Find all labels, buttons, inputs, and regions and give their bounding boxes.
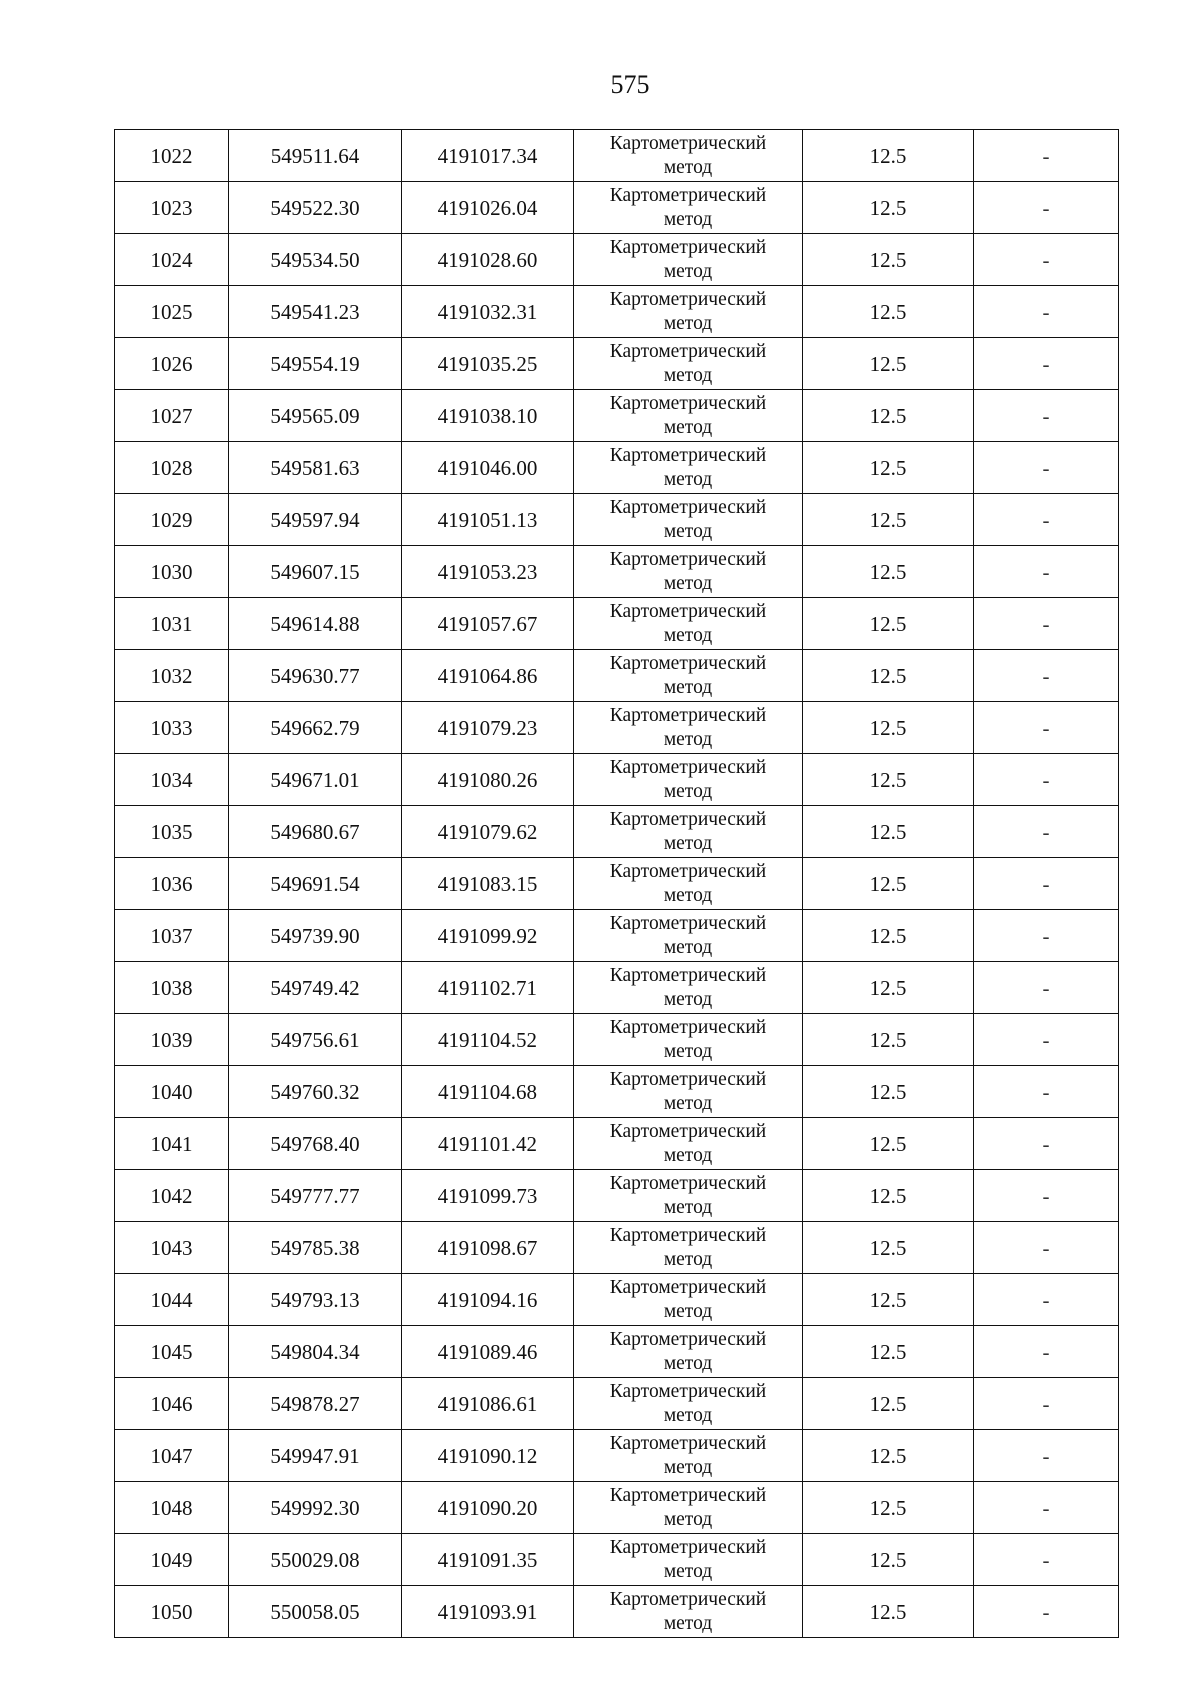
- method-line-1: Картометрический: [609, 1588, 767, 1610]
- note-cell: -: [974, 1378, 1119, 1430]
- method-cell: [574, 130, 803, 182]
- note-cell: -: [974, 650, 1119, 702]
- accuracy-cell: 12.5: [803, 182, 974, 234]
- table-row: [115, 130, 1119, 182]
- accuracy-cell: 12.5: [803, 1482, 974, 1534]
- method-line-2: метод: [663, 884, 713, 906]
- method-cell: [574, 494, 803, 546]
- point-number-cell: 1041: [115, 1118, 229, 1170]
- y-coordinate-cell: 4191079.23: [402, 702, 574, 754]
- accuracy-cell: 12.5: [803, 1222, 974, 1274]
- point-number-cell: 1044: [115, 1274, 229, 1326]
- point-number-cell: 1025: [115, 286, 229, 338]
- x-coordinate-cell: 549630.77: [229, 650, 402, 702]
- table-row: [115, 650, 1119, 702]
- method-cell: [574, 1586, 803, 1638]
- method-line-1: Картометрический: [609, 548, 767, 570]
- accuracy-cell: 12.5: [803, 1066, 974, 1118]
- table-row: [115, 390, 1119, 442]
- point-number-cell: 1046: [115, 1378, 229, 1430]
- method-cell: [574, 1118, 803, 1170]
- method-line-1: Картометрический: [609, 444, 767, 466]
- note-cell: -: [974, 390, 1119, 442]
- y-coordinate-cell: 4191090.12: [402, 1430, 574, 1482]
- x-coordinate-cell: 549534.50: [229, 234, 402, 286]
- note-cell: -: [974, 702, 1119, 754]
- x-coordinate-cell: 549739.90: [229, 910, 402, 962]
- x-coordinate-cell: 549511.64: [229, 130, 402, 182]
- point-number-cell: 1045: [115, 1326, 229, 1378]
- method-line-2: метод: [663, 988, 713, 1010]
- accuracy-cell: 12.5: [803, 130, 974, 182]
- x-coordinate-cell: 549671.01: [229, 754, 402, 806]
- x-coordinate-cell: 549947.91: [229, 1430, 402, 1482]
- y-coordinate-cell: 4191083.15: [402, 858, 574, 910]
- accuracy-cell: 12.5: [803, 598, 974, 650]
- method-cell: [574, 442, 803, 494]
- note-cell: -: [974, 286, 1119, 338]
- y-coordinate-cell: 4191102.71: [402, 962, 574, 1014]
- method-cell: [574, 806, 803, 858]
- table-row: [115, 702, 1119, 754]
- y-coordinate-cell: 4191035.25: [402, 338, 574, 390]
- x-coordinate-cell: 549992.30: [229, 1482, 402, 1534]
- method-cell: [574, 1430, 803, 1482]
- point-number-cell: 1026: [115, 338, 229, 390]
- method-line-1: Картометрический: [609, 1120, 767, 1142]
- y-coordinate-cell: 4191064.86: [402, 650, 574, 702]
- table-row: [115, 546, 1119, 598]
- y-coordinate-cell: 4191028.60: [402, 234, 574, 286]
- table-row: [115, 910, 1119, 962]
- method-line-2: метод: [663, 1404, 713, 1426]
- accuracy-cell: 12.5: [803, 1534, 974, 1586]
- method-line-2: метод: [663, 364, 713, 386]
- method-line-2: метод: [663, 416, 713, 438]
- method-line-2: метод: [663, 1456, 713, 1478]
- point-number-cell: 1027: [115, 390, 229, 442]
- point-number-cell: 1038: [115, 962, 229, 1014]
- accuracy-cell: 12.5: [803, 962, 974, 1014]
- x-coordinate-cell: 549554.19: [229, 338, 402, 390]
- method-line-1: Картометрический: [609, 1276, 767, 1298]
- method-line-2: метод: [663, 1508, 713, 1530]
- x-coordinate-cell: 549777.77: [229, 1170, 402, 1222]
- method-line-2: метод: [663, 260, 713, 282]
- accuracy-cell: 12.5: [803, 1118, 974, 1170]
- x-coordinate-cell: 549785.38: [229, 1222, 402, 1274]
- method-cell: [574, 338, 803, 390]
- method-cell: [574, 598, 803, 650]
- table-row: [115, 338, 1119, 390]
- method-line-2: метод: [663, 572, 713, 594]
- method-line-1: Картометрический: [609, 964, 767, 986]
- method-line-1: Картометрический: [609, 1328, 767, 1350]
- accuracy-cell: 12.5: [803, 338, 974, 390]
- y-coordinate-cell: 4191038.10: [402, 390, 574, 442]
- table-row: [115, 1014, 1119, 1066]
- method-line-2: метод: [663, 312, 713, 334]
- point-number-cell: 1029: [115, 494, 229, 546]
- method-line-2: метод: [663, 1040, 713, 1062]
- note-cell: -: [974, 1118, 1119, 1170]
- accuracy-cell: 12.5: [803, 754, 974, 806]
- y-coordinate-cell: 4191046.00: [402, 442, 574, 494]
- method-cell: [574, 1222, 803, 1274]
- table-row: [115, 1482, 1119, 1534]
- table-row: [115, 182, 1119, 234]
- method-cell: [574, 1378, 803, 1430]
- point-number-cell: 1048: [115, 1482, 229, 1534]
- method-line-2: метод: [663, 1300, 713, 1322]
- method-line-1: Картометрический: [609, 496, 767, 518]
- point-number-cell: 1022: [115, 130, 229, 182]
- table-row: [115, 806, 1119, 858]
- point-number-cell: 1034: [115, 754, 229, 806]
- note-cell: -: [974, 1586, 1119, 1638]
- note-cell: -: [974, 754, 1119, 806]
- method-line-1: Картометрический: [609, 1068, 767, 1090]
- table-body: [115, 130, 1119, 1638]
- point-number-cell: 1023: [115, 182, 229, 234]
- point-number-cell: 1031: [115, 598, 229, 650]
- x-coordinate-cell: 549691.54: [229, 858, 402, 910]
- method-cell: [574, 286, 803, 338]
- y-coordinate-cell: 4191104.52: [402, 1014, 574, 1066]
- note-cell: -: [974, 1066, 1119, 1118]
- note-cell: -: [974, 962, 1119, 1014]
- table-row: [115, 286, 1119, 338]
- point-number-cell: 1028: [115, 442, 229, 494]
- table-row: [115, 1430, 1119, 1482]
- method-line-1: Картометрический: [609, 860, 767, 882]
- method-cell: [574, 910, 803, 962]
- method-line-2: метод: [663, 1092, 713, 1114]
- accuracy-cell: 12.5: [803, 494, 974, 546]
- method-cell: [574, 1534, 803, 1586]
- x-coordinate-cell: 549768.40: [229, 1118, 402, 1170]
- method-line-1: Картометрический: [609, 132, 767, 154]
- note-cell: -: [974, 494, 1119, 546]
- point-number-cell: 1024: [115, 234, 229, 286]
- method-line-1: Картометрический: [609, 1224, 767, 1246]
- method-line-1: Картометрический: [609, 1484, 767, 1506]
- method-cell: [574, 858, 803, 910]
- point-number-cell: 1037: [115, 910, 229, 962]
- method-cell: [574, 1326, 803, 1378]
- note-cell: -: [974, 1170, 1119, 1222]
- method-line-1: Картометрический: [609, 288, 767, 310]
- method-line-2: метод: [663, 1248, 713, 1270]
- table-row: [115, 1222, 1119, 1274]
- method-line-2: метод: [663, 156, 713, 178]
- y-coordinate-cell: 4191104.68: [402, 1066, 574, 1118]
- method-line-1: Картометрический: [609, 808, 767, 830]
- method-line-1: Картометрический: [609, 340, 767, 362]
- y-coordinate-cell: 4191101.42: [402, 1118, 574, 1170]
- x-coordinate-cell: 550029.08: [229, 1534, 402, 1586]
- note-cell: -: [974, 182, 1119, 234]
- y-coordinate-cell: 4191089.46: [402, 1326, 574, 1378]
- accuracy-cell: 12.5: [803, 286, 974, 338]
- accuracy-cell: 12.5: [803, 1326, 974, 1378]
- method-cell: [574, 1482, 803, 1534]
- method-cell: [574, 754, 803, 806]
- y-coordinate-cell: 4191098.67: [402, 1222, 574, 1274]
- y-coordinate-cell: 4191017.34: [402, 130, 574, 182]
- note-cell: -: [974, 338, 1119, 390]
- method-line-2: метод: [663, 676, 713, 698]
- x-coordinate-cell: 549804.34: [229, 1326, 402, 1378]
- accuracy-cell: 12.5: [803, 390, 974, 442]
- note-cell: -: [974, 1534, 1119, 1586]
- y-coordinate-cell: 4191051.13: [402, 494, 574, 546]
- point-number-cell: 1042: [115, 1170, 229, 1222]
- method-line-1: Картометрический: [609, 184, 767, 206]
- method-line-1: Картометрический: [609, 912, 767, 934]
- method-line-2: метод: [663, 468, 713, 490]
- accuracy-cell: 12.5: [803, 806, 974, 858]
- y-coordinate-cell: 4191079.62: [402, 806, 574, 858]
- y-coordinate-cell: 4191026.04: [402, 182, 574, 234]
- point-number-cell: 1039: [115, 1014, 229, 1066]
- table-row: [115, 1118, 1119, 1170]
- table-row: [115, 754, 1119, 806]
- table-row: [115, 1586, 1119, 1638]
- y-coordinate-cell: 4191094.16: [402, 1274, 574, 1326]
- method-cell: [574, 1274, 803, 1326]
- method-line-1: Картометрический: [609, 392, 767, 414]
- note-cell: -: [974, 806, 1119, 858]
- method-cell: [574, 390, 803, 442]
- point-number-cell: 1040: [115, 1066, 229, 1118]
- method-cell: [574, 1014, 803, 1066]
- x-coordinate-cell: 550058.05: [229, 1586, 402, 1638]
- x-coordinate-cell: 549597.94: [229, 494, 402, 546]
- table-row: [115, 1378, 1119, 1430]
- accuracy-cell: 12.5: [803, 234, 974, 286]
- y-coordinate-cell: 4191080.26: [402, 754, 574, 806]
- note-cell: -: [974, 1326, 1119, 1378]
- method-line-2: метод: [663, 1560, 713, 1582]
- x-coordinate-cell: 549565.09: [229, 390, 402, 442]
- method-line-1: Картометрический: [609, 704, 767, 726]
- point-number-cell: 1030: [115, 546, 229, 598]
- x-coordinate-cell: 549614.88: [229, 598, 402, 650]
- accuracy-cell: 12.5: [803, 1170, 974, 1222]
- y-coordinate-cell: 4191090.20: [402, 1482, 574, 1534]
- x-coordinate-cell: 549607.15: [229, 546, 402, 598]
- x-coordinate-cell: 549749.42: [229, 962, 402, 1014]
- note-cell: -: [974, 1430, 1119, 1482]
- method-cell: [574, 650, 803, 702]
- y-coordinate-cell: 4191099.92: [402, 910, 574, 962]
- method-line-2: метод: [663, 936, 713, 958]
- table-row: [115, 1534, 1119, 1586]
- point-number-cell: 1033: [115, 702, 229, 754]
- table-row: [115, 1326, 1119, 1378]
- note-cell: -: [974, 442, 1119, 494]
- point-number-cell: 1049: [115, 1534, 229, 1586]
- point-number-cell: 1047: [115, 1430, 229, 1482]
- accuracy-cell: 12.5: [803, 910, 974, 962]
- accuracy-cell: 12.5: [803, 858, 974, 910]
- point-number-cell: 1050: [115, 1586, 229, 1638]
- method-line-1: Картометрический: [609, 1380, 767, 1402]
- accuracy-cell: 12.5: [803, 546, 974, 598]
- table-row: [115, 234, 1119, 286]
- note-cell: -: [974, 234, 1119, 286]
- method-line-2: метод: [663, 1352, 713, 1374]
- x-coordinate-cell: 549760.32: [229, 1066, 402, 1118]
- method-line-1: Картометрический: [609, 1172, 767, 1194]
- accuracy-cell: 12.5: [803, 650, 974, 702]
- table-row: [115, 598, 1119, 650]
- note-cell: -: [974, 1014, 1119, 1066]
- method-cell: [574, 962, 803, 1014]
- y-coordinate-cell: 4191093.91: [402, 1586, 574, 1638]
- note-cell: -: [974, 910, 1119, 962]
- method-cell: [574, 546, 803, 598]
- note-cell: -: [974, 1222, 1119, 1274]
- page-number: 575: [610, 70, 650, 99]
- table-row: [115, 494, 1119, 546]
- x-coordinate-cell: 549756.61: [229, 1014, 402, 1066]
- coordinates-table: [114, 129, 1119, 1638]
- method-line-1: Картометрический: [609, 1016, 767, 1038]
- method-line-1: Картометрический: [609, 1432, 767, 1454]
- y-coordinate-cell: 4191057.67: [402, 598, 574, 650]
- y-coordinate-cell: 4191032.31: [402, 286, 574, 338]
- method-cell: [574, 1066, 803, 1118]
- method-line-2: метод: [663, 520, 713, 542]
- note-cell: -: [974, 858, 1119, 910]
- x-coordinate-cell: 549680.67: [229, 806, 402, 858]
- method-line-2: метод: [663, 1144, 713, 1166]
- x-coordinate-cell: 549541.23: [229, 286, 402, 338]
- accuracy-cell: 12.5: [803, 442, 974, 494]
- table-row: [115, 1170, 1119, 1222]
- table-row: [115, 962, 1119, 1014]
- method-line-1: Картометрический: [609, 1536, 767, 1558]
- y-coordinate-cell: 4191099.73: [402, 1170, 574, 1222]
- method-line-2: метод: [663, 832, 713, 854]
- accuracy-cell: 12.5: [803, 1274, 974, 1326]
- method-cell: [574, 1170, 803, 1222]
- x-coordinate-cell: 549581.63: [229, 442, 402, 494]
- method-cell: [574, 182, 803, 234]
- note-cell: -: [974, 1482, 1119, 1534]
- table-row: [115, 1274, 1119, 1326]
- method-line-1: Картометрический: [609, 600, 767, 622]
- point-number-cell: 1043: [115, 1222, 229, 1274]
- note-cell: -: [974, 1274, 1119, 1326]
- accuracy-cell: 12.5: [803, 1014, 974, 1066]
- method-line-1: Картометрический: [609, 236, 767, 258]
- note-cell: -: [974, 598, 1119, 650]
- point-number-cell: 1032: [115, 650, 229, 702]
- method-line-1: Картометрический: [609, 756, 767, 778]
- method-line-1: Картометрический: [609, 652, 767, 674]
- x-coordinate-cell: 549793.13: [229, 1274, 402, 1326]
- point-number-cell: 1035: [115, 806, 229, 858]
- table-row: [115, 858, 1119, 910]
- y-coordinate-cell: 4191053.23: [402, 546, 574, 598]
- accuracy-cell: 12.5: [803, 702, 974, 754]
- table-row: [115, 442, 1119, 494]
- method-line-2: метод: [663, 780, 713, 802]
- accuracy-cell: 12.5: [803, 1586, 974, 1638]
- y-coordinate-cell: 4191091.35: [402, 1534, 574, 1586]
- method-line-2: метод: [663, 1196, 713, 1218]
- method-line-2: метод: [663, 1612, 713, 1634]
- x-coordinate-cell: 549522.30: [229, 182, 402, 234]
- method-cell: [574, 702, 803, 754]
- method-line-2: метод: [663, 208, 713, 230]
- accuracy-cell: 12.5: [803, 1378, 974, 1430]
- method-cell: [574, 234, 803, 286]
- table-row: [115, 1066, 1119, 1118]
- method-line-2: метод: [663, 728, 713, 750]
- y-coordinate-cell: 4191086.61: [402, 1378, 574, 1430]
- point-number-cell: 1036: [115, 858, 229, 910]
- x-coordinate-cell: 549662.79: [229, 702, 402, 754]
- accuracy-cell: 12.5: [803, 1430, 974, 1482]
- note-cell: -: [974, 130, 1119, 182]
- x-coordinate-cell: 549878.27: [229, 1378, 402, 1430]
- method-line-2: метод: [663, 624, 713, 646]
- note-cell: -: [974, 546, 1119, 598]
